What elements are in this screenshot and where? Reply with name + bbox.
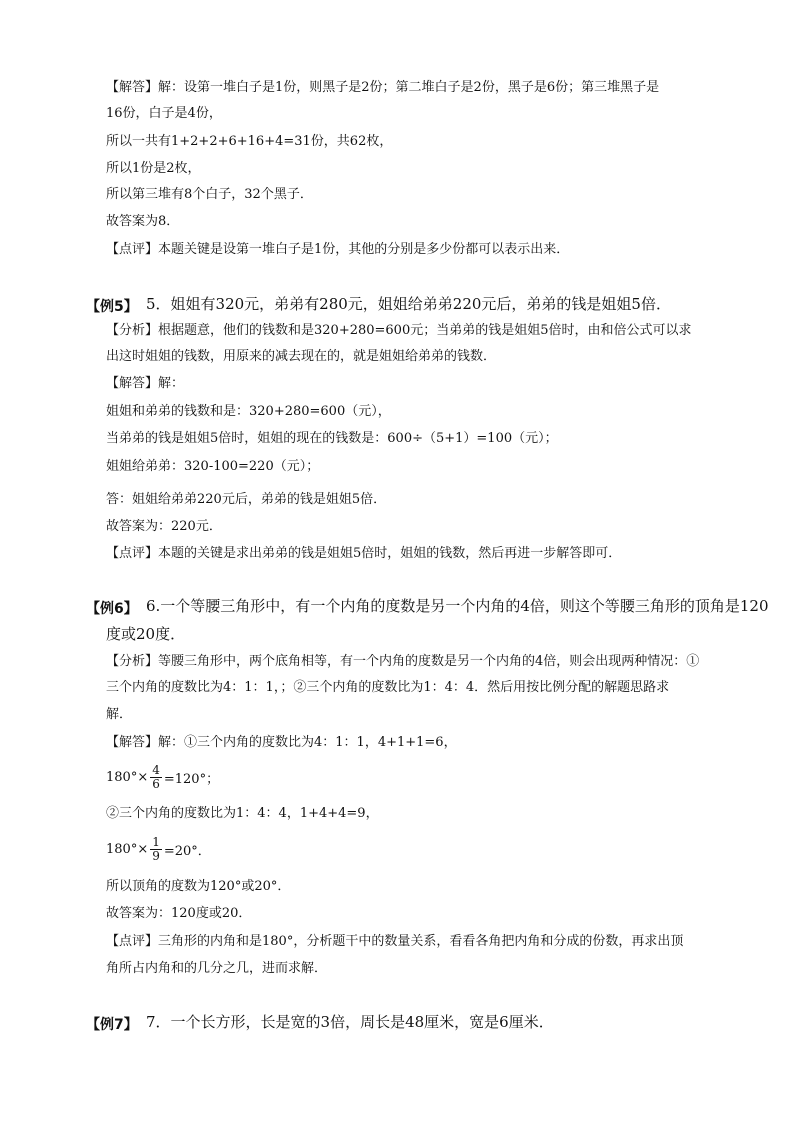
example-6-question-2: 度或20度． [106, 625, 186, 643]
answer-line-5: 所以第三堆有8个白子，32个黑子． [106, 187, 313, 202]
fraction-numerator: 4 [152, 762, 160, 777]
example-5-solution-1: 【解答】解： [106, 376, 185, 391]
answer-line-4: 所以1份是2枚， [106, 161, 201, 176]
example-5-analysis-1: 【分析】根据题意，他们的钱数和是320+280=600元；当弟弟的钱是姐姐5倍时，由和倍公式可以求 [106, 323, 692, 338]
example-6-solution-4: 故答案为：120度或20． [106, 906, 252, 921]
example-5-question: 5．姐姐有320元，弟弟有280元，姐姐给弟弟220元后，弟弟的钱是姐姐5倍． [146, 295, 671, 313]
example-7-question: 7．一个长方形，长是宽的3倍，周长是48厘米，宽是6厘米． [146, 1013, 554, 1031]
fraction-1-9 [150, 836, 162, 863]
fraction-equation-2 [106, 832, 211, 866]
example-7-tag: 【例7】 [86, 1017, 138, 1033]
example-6-solution-3: 所以顶角的度数为120°或20°． [106, 879, 291, 894]
example-6-analysis-3: 解． [106, 707, 133, 722]
example-6-comment-1: 【点评】三角形的内角和是180°，分析题干中的数量关系，看看各角把内角和分成的份数，再求出顶 [106, 934, 684, 949]
example-5-solution-4: 姐姐给弟弟：320-100=220（元）； [106, 459, 320, 474]
eq1-prefix: 180°× [106, 769, 149, 785]
eq1-result: =120°； [163, 771, 220, 787]
example-5-tag: 【例5】 [86, 299, 138, 315]
answer-line-2: 16份，白子是4份， [106, 106, 222, 121]
example-6-analysis-2: 三个内角的度数比为4：1：1，；②三个内角的度数比为1：4：4．然后用按比例分配的解题思路求 [106, 680, 670, 695]
fraction-denominator: 6 [152, 776, 160, 791]
eq2-prefix: 180°× [106, 841, 149, 857]
example-6-tag: 【例6】 [86, 601, 138, 617]
answer-line-6: 故答案为8． [106, 214, 180, 229]
example-6-question-1: 6.一个等腰三角形中，有一个内角的度数是另一个内角的4倍，则这个等腰三角形的顶角是120 [146, 597, 769, 615]
answer-line-1: 【解答】解：设第一堆白子是1份，则黑子是2份；第二堆白子是2份，黑子是6份；第三堆黑子是 [106, 80, 660, 95]
comment-line-1: 【点评】本题关键是设第一堆白子是1份，其他的分别是多少份都可以表示出来． [106, 242, 570, 257]
fraction-numerator: 1 [152, 834, 160, 849]
fraction-denominator: 9 [152, 848, 160, 863]
example-5-solution-5: 答：姐姐给弟弟220元后，弟弟的钱是姐姐5倍． [106, 492, 387, 507]
example-5-analysis-2: 出这时姐姐的钱数，用原来的减去现在的，就是姐姐给弟弟的钱数． [106, 349, 497, 364]
answer-line-3: 所以一共有1+2+2+6+16+4=31份，共62枚， [106, 134, 393, 149]
example-5-solution-2: 姐姐和弟弟的钱数和是：320+280=600（元）， [106, 404, 391, 419]
example-5-solution-3: 当弟弟的钱是姐姐5倍时，姐姐的现在的钱数是：600÷（5+1）=100（元）； [106, 431, 558, 446]
example-6-solution-2: ②三个内角的度数比为1：4：4，1+4+4=9， [106, 806, 379, 821]
example-6-analysis-1: 【分析】等腰三角形中，两个底角相等，有一个内角的度数是另一个内角的4倍，则会出现两种情况：① [106, 654, 700, 669]
example-5-comment: 【点评】本题的关键是求出弟弟的钱是姐姐5倍时，姐姐的钱数，然后再进一步解答即可． [106, 546, 622, 561]
fraction-4-6 [150, 764, 162, 791]
example-6-solution-1: 【解答】解：①三个内角的度数比为4：1：1，4+1+1=6， [106, 735, 457, 750]
example-5-solution-6: 故答案为：220元． [106, 519, 222, 534]
example-6-comment-2: 角所占内角和的几分之几，进而求解． [106, 961, 328, 976]
fraction-equation-1 [106, 760, 219, 794]
eq2-result: =20°． [163, 843, 211, 859]
